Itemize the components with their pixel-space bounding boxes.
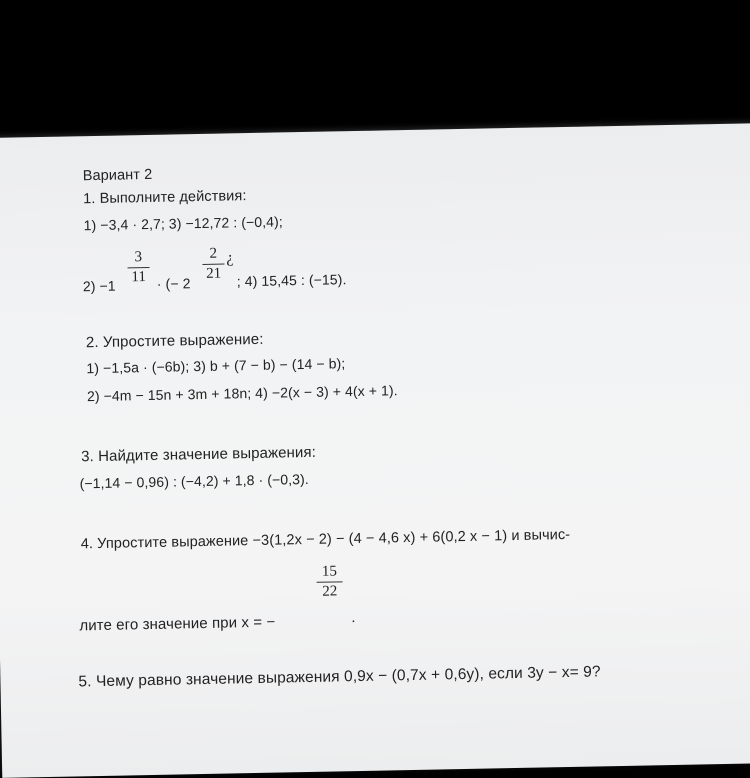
task3-heading: 3. Найдите значение выражения: <box>80 443 317 466</box>
task4-line1: 4. Упростите выражение −3(1,2x − 2) − (4 − 4,6 x) + 6(0,2 x − 1) и вычис- <box>80 526 571 553</box>
fraction-denominator: 22 <box>322 583 338 600</box>
task2-heading: 2. Упростите выражение: <box>85 330 264 352</box>
task3-line1: (−1,14 − 0,96) : (−4,2) + 1,8 · (−0,3). <box>79 470 309 492</box>
fraction-denominator: 11 <box>131 269 147 286</box>
worksheet-paper <box>0 123 750 778</box>
task1-line1: 1) −3,4 · 2,7; 3) −12,72 : (−0,4); <box>83 213 283 234</box>
fraction-15-22 <box>316 563 343 600</box>
stray-glyph: ¿ <box>226 249 234 267</box>
fraction-numerator: 2 <box>209 245 218 262</box>
variant-title: Вариант 2 <box>82 166 153 185</box>
fraction-2-21 <box>202 246 225 283</box>
fraction-numerator: 15 <box>321 563 338 580</box>
task4-line2: лите его значение при x = − <box>79 613 276 635</box>
fraction-denominator: 21 <box>205 265 222 282</box>
task2-line2: 2) −4m − 15n + 3m + 18n; 4) −2(x − 3) + 4(x + 1). <box>86 382 398 405</box>
fraction-3-11 <box>127 249 150 286</box>
task1-line2-part-b: · (− 2 <box>156 275 191 292</box>
task5-line1: 5. Чему равно значение выражения 0,9x − (0,7x + 0,6y), если 3y − x= 9? <box>78 663 601 691</box>
task1-heading: 1. Выполните действия: <box>83 188 247 208</box>
task2-line1: 1) −1,5a · (−6b); 3) b + (7 − b) − (14 − b); <box>86 355 346 377</box>
task4-end-period: . <box>351 609 356 627</box>
fraction-numerator: 3 <box>134 249 143 266</box>
task1-line2-part-a: 2) −1 <box>82 277 116 295</box>
task1-line2-part-c: ; 4) 15,45 : (−15). <box>236 271 347 290</box>
